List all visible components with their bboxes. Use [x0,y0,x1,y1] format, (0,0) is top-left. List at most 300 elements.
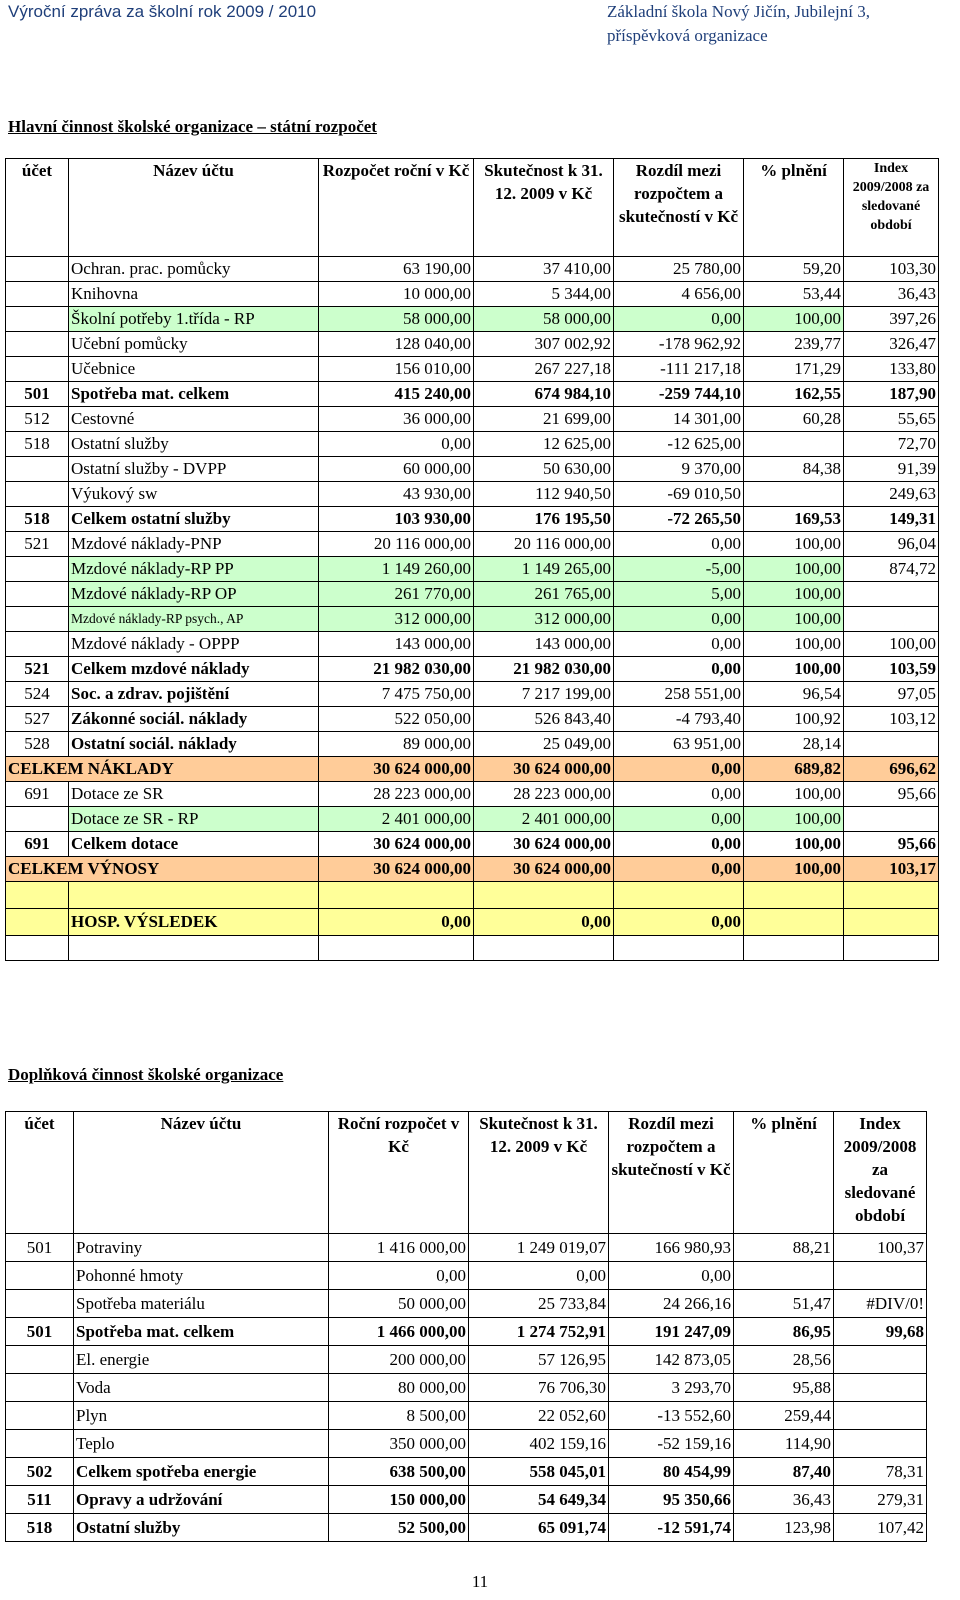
budget-cell: 80 000,00 [329,1374,469,1402]
table-row [6,757,939,782]
budget-cell: 58 000,00 [319,307,474,332]
difference-cell: -178 962,92 [614,332,744,357]
percent-cell [744,936,844,961]
actual-cell: 22 052,60 [469,1402,609,1430]
table-row [6,1486,927,1514]
index-cell: 249,63 [844,482,939,507]
percent-cell: 84,38 [744,457,844,482]
account-name-cell: Celkem mzdové náklady [69,657,319,682]
account-name-cell: Učebnice [69,357,319,382]
difference-cell: -111 217,18 [614,357,744,382]
actual-cell: 57 126,95 [469,1346,609,1374]
account-cell [6,1290,74,1318]
account-cell [6,1262,74,1290]
budget-cell: 10 000,00 [319,282,474,307]
actual-cell: 12 625,00 [474,432,614,457]
budget-cell: 415 240,00 [319,382,474,407]
index-cell [844,909,939,936]
budget-cell: 7 475 750,00 [319,682,474,707]
budget-cell: 522 050,00 [319,707,474,732]
budget-cell: 36 000,00 [319,407,474,432]
actual-cell: 1 249 019,07 [469,1234,609,1262]
account-name-cell: Spotřeba mat. celkem [74,1318,329,1346]
index-cell: 397,26 [844,307,939,332]
difference-cell: -52 159,16 [609,1430,734,1458]
table-row [6,507,939,532]
budget-cell: 1 416 000,00 [329,1234,469,1262]
index-cell: 103,30 [844,257,939,282]
account-cell: 527 [6,707,69,732]
budget-cell: 43 930,00 [319,482,474,507]
account-cell [6,257,69,282]
account-name-cell: Cestovné [69,407,319,432]
actual-cell: 30 624 000,00 [474,757,614,782]
account-name-cell: Plyn [74,1402,329,1430]
budget-cell: 50 000,00 [329,1290,469,1318]
percent-cell: 100,00 [744,657,844,682]
account-name-cell: Mzdové náklady - OPPP [69,632,319,657]
percent-cell: 28,14 [744,732,844,757]
report-title: Výroční zpráva za školní rok 2009 / 2010 [8,2,317,21]
account-name-cell: Ostatní služby [69,432,319,457]
account-name-cell: Ostatní služby [74,1514,329,1542]
percent-cell: 162,55 [744,382,844,407]
account-cell [6,1430,74,1458]
col-header-index: Index 2009/2008 za sledované období [834,1112,927,1234]
index-cell: 36,43 [844,282,939,307]
budget-cell: 103 930,00 [319,507,474,532]
actual-cell: 1 149 265,00 [474,557,614,582]
index-cell: 78,31 [834,1458,927,1486]
col-header-name: Název účtu [74,1112,329,1234]
actual-cell: 267 227,18 [474,357,614,382]
table-row [6,832,939,857]
table-row [6,1402,927,1430]
actual-cell: 176 195,50 [474,507,614,532]
table-row [6,432,939,457]
table-row [6,1374,927,1402]
table-row [6,307,939,332]
index-cell: 279,31 [834,1486,927,1514]
actual-cell: 312 000,00 [474,607,614,632]
difference-cell: -72 265,50 [614,507,744,532]
percent-cell [734,1262,834,1290]
percent-cell: 53,44 [744,282,844,307]
table-row [6,1262,927,1290]
budget-cell: 0,00 [329,1262,469,1290]
index-cell: 103,12 [844,707,939,732]
percent-cell: 87,40 [734,1458,834,1486]
difference-cell: 14 301,00 [614,407,744,432]
percent-cell: 36,43 [734,1486,834,1514]
actual-cell: 526 843,40 [474,707,614,732]
actual-cell: 674 984,10 [474,382,614,407]
table-row [6,1458,927,1486]
table-row [6,357,939,382]
account-name-cell: Zákonné sociál. náklady [69,707,319,732]
col-header-name: Název účtu [69,159,319,257]
table-row [6,1290,927,1318]
difference-cell: 166 980,93 [609,1234,734,1262]
account-name-cell: Pohonné hmoty [74,1262,329,1290]
difference-cell: 4 656,00 [614,282,744,307]
difference-cell: 0,00 [614,909,744,936]
difference-cell: 3 293,70 [609,1374,734,1402]
account-name-cell: Mzdové náklady-RP OP [69,582,319,607]
account-cell [6,457,69,482]
difference-cell: 5,00 [614,582,744,607]
col-header-budget: Rozpočet roční v Kč [319,159,474,257]
table-row [6,909,939,936]
account-name-cell: Školní potřeby 1.třída - RP [69,307,319,332]
budget-cell: 1 466 000,00 [329,1318,469,1346]
difference-cell: 24 266,16 [609,1290,734,1318]
percent-cell [744,482,844,507]
actual-cell: 402 159,16 [469,1430,609,1458]
budget-cell: 350 000,00 [329,1430,469,1458]
school-name-line1: Základní škola Nový Jičín, Jubilejní 3, [607,2,870,21]
supplementary-activity-table [5,1111,927,1542]
account-cell [6,557,69,582]
actual-cell: 0,00 [469,1262,609,1290]
actual-cell: 54 649,34 [469,1486,609,1514]
difference-cell: 258 551,00 [614,682,744,707]
table-row [6,582,939,607]
account-name-cell: Dotace ze SR - RP [69,807,319,832]
budget-cell: 8 500,00 [329,1402,469,1430]
index-cell [834,1430,927,1458]
account-name-cell: Mzdové náklady-RP PP [69,557,319,582]
account-cell: 501 [6,1234,74,1262]
account-name-cell: Opravy a udržování [74,1486,329,1514]
difference-cell: 0,00 [609,1262,734,1290]
budget-cell: 52 500,00 [329,1514,469,1542]
section2-title: Doplňková činnost školské organizace [8,1065,284,1084]
index-cell [834,1346,927,1374]
percent-cell: 95,88 [734,1374,834,1402]
table-row [6,732,939,757]
index-cell [834,1374,927,1402]
col-header-actual: Skutečnost k 31. 12. 2009 v Kč [474,159,614,257]
index-cell: 107,42 [834,1514,927,1542]
difference-cell [614,936,744,961]
index-cell: 91,39 [844,457,939,482]
percent-cell [744,432,844,457]
account-name-cell: Ostatní sociál. náklady [69,732,319,757]
index-cell [844,882,939,909]
account-cell: 501 [6,1318,74,1346]
table-row [6,1514,927,1542]
difference-cell: -13 552,60 [609,1402,734,1430]
actual-cell: 30 624 000,00 [474,857,614,882]
index-cell: 95,66 [844,782,939,807]
account-name-cell: Dotace ze SR [69,782,319,807]
col-header-difference: Rozdíl mezi rozpočtem a skutečností v Kč [614,159,744,257]
account-name-cell: Soc. a zdrav. pojištění [69,682,319,707]
actual-cell: 21 699,00 [474,407,614,432]
percent-cell: 114,90 [734,1430,834,1458]
difference-cell: 0,00 [614,757,744,782]
index-cell: 97,05 [844,682,939,707]
budget-cell: 0,00 [319,432,474,457]
actual-cell: 30 624 000,00 [474,832,614,857]
difference-cell: -12 625,00 [614,432,744,457]
account-name-cell: Celkem spotřeba energie [74,1458,329,1486]
index-cell [844,607,939,632]
index-cell: 96,04 [844,532,939,557]
index-cell: 103,17 [844,857,939,882]
index-cell: 103,59 [844,657,939,682]
budget-cell [319,936,474,961]
account-cell [6,357,69,382]
percent-cell: 239,77 [744,332,844,357]
difference-cell: 0,00 [614,857,744,882]
col-header-index: Index 2009/2008 za sledované období [844,159,939,257]
table-row [6,1234,927,1262]
table-row [6,332,939,357]
account-cell [6,632,69,657]
school-name [607,0,942,48]
actual-cell: 65 091,74 [469,1514,609,1542]
account-name-cell: Knihovna [69,282,319,307]
account-name-cell: Ostatní služby - DVPP [69,457,319,482]
budget-cell: 28 223 000,00 [319,782,474,807]
col-header-account: účet [6,159,69,257]
account-cell: 501 [6,382,69,407]
account-name-cell: Celkem dotace [69,832,319,857]
actual-cell: 112 940,50 [474,482,614,507]
percent-cell: 60,28 [744,407,844,432]
budget-cell: 128 040,00 [319,332,474,357]
difference-cell: 142 873,05 [609,1346,734,1374]
budget-cell: 30 624 000,00 [319,832,474,857]
main-activity-table [5,158,939,961]
account-name-cell: Spotřeba mat. celkem [69,382,319,407]
percent-cell: 169,53 [744,507,844,532]
account-cell [6,282,69,307]
difference-cell: 9 370,00 [614,457,744,482]
index-cell: 133,80 [844,357,939,382]
table-row [6,457,939,482]
account-cell [6,607,69,632]
budget-cell: 2 401 000,00 [319,807,474,832]
percent-cell: 689,82 [744,757,844,782]
difference-cell: 95 350,66 [609,1486,734,1514]
actual-cell: 28 223 000,00 [474,782,614,807]
budget-cell: 1 149 260,00 [319,557,474,582]
account-cell [6,807,69,832]
account-name-cell: Ochran. prac. pomůcky [69,257,319,282]
index-cell [844,732,939,757]
table-row [6,782,939,807]
account-name-cell: Mzdové náklady-PNP [69,532,319,557]
actual-cell: 37 410,00 [474,257,614,282]
account-cell: 518 [6,507,69,532]
account-cell: 511 [6,1486,74,1514]
index-cell [844,936,939,961]
account-cell [6,882,69,909]
table-row [6,936,939,961]
account-cell: 512 [6,407,69,432]
table-row [6,882,939,909]
percent-cell: 51,47 [734,1290,834,1318]
index-cell: 187,90 [844,382,939,407]
difference-cell: -259 744,10 [614,382,744,407]
index-cell: 95,66 [844,832,939,857]
account-name-cell: Mzdové náklady-RP psych., AP [69,607,319,632]
percent-cell: 100,00 [744,607,844,632]
account-name-cell [69,936,319,961]
budget-cell: 261 770,00 [319,582,474,607]
account-cell [6,482,69,507]
account-cell [6,1346,74,1374]
account-cell [6,936,69,961]
difference-cell: 80 454,99 [609,1458,734,1486]
table-row [6,1318,927,1346]
account-name-cell: Celkem ostatní služby [69,507,319,532]
account-cell: 502 [6,1458,74,1486]
budget-cell: 60 000,00 [319,457,474,482]
difference-cell: 63 951,00 [614,732,744,757]
percent-cell: 59,20 [744,257,844,282]
index-cell [834,1402,927,1430]
actual-cell: 2 401 000,00 [474,807,614,832]
account-name-cell: Spotřeba materiálu [74,1290,329,1318]
budget-cell: 143 000,00 [319,632,474,657]
account-cell [6,1374,74,1402]
percent-cell: 28,56 [734,1346,834,1374]
actual-cell: 143 000,00 [474,632,614,657]
account-name-cell: Voda [74,1374,329,1402]
table-row [6,382,939,407]
percent-cell [744,882,844,909]
table-row [6,682,939,707]
account-cell: 691 [6,832,69,857]
difference-cell: -12 591,74 [609,1514,734,1542]
index-cell: #DIV/0! [834,1290,927,1318]
actual-cell [474,882,614,909]
account-name-cell: Učební pomůcky [69,332,319,357]
actual-cell: 21 982 030,00 [474,657,614,682]
table-row [6,282,939,307]
difference-cell: -69 010,50 [614,482,744,507]
percent-cell: 100,00 [744,532,844,557]
budget-cell: 638 500,00 [329,1458,469,1486]
account-cell: 518 [6,432,69,457]
account-name-cell: Potraviny [74,1234,329,1262]
actual-cell: 558 045,01 [469,1458,609,1486]
percent-cell: 100,00 [744,632,844,657]
percent-cell: 100,00 [744,557,844,582]
budget-cell: 156 010,00 [319,357,474,382]
percent-cell: 88,21 [734,1234,834,1262]
account-name-cell: El. energie [74,1346,329,1374]
index-cell: 99,68 [834,1318,927,1346]
table-row [6,557,939,582]
budget-cell: 21 982 030,00 [319,657,474,682]
difference-cell: 0,00 [614,532,744,557]
percent-cell: 100,00 [744,857,844,882]
difference-cell: -4 793,40 [614,707,744,732]
actual-cell: 25 733,84 [469,1290,609,1318]
actual-cell: 25 049,00 [474,732,614,757]
table-row [6,807,939,832]
difference-cell: 191 247,09 [609,1318,734,1346]
table-row [6,407,939,432]
difference-cell: 0,00 [614,807,744,832]
account-name-cell: Teplo [74,1430,329,1458]
account-name-cell [69,882,319,909]
budget-cell: 150 000,00 [329,1486,469,1514]
percent-cell: 259,44 [734,1402,834,1430]
account-cell [6,909,69,936]
percent-cell [744,909,844,936]
table-row [6,707,939,732]
account-cell: 521 [6,657,69,682]
budget-cell: 30 624 000,00 [319,857,474,882]
difference-cell: 0,00 [614,307,744,332]
actual-cell [474,936,614,961]
actual-cell: 5 344,00 [474,282,614,307]
index-cell: 149,31 [844,507,939,532]
difference-cell: 0,00 [614,657,744,682]
col-header-percent: % plnění [734,1112,834,1234]
account-cell [6,1402,74,1430]
index-cell: 100,37 [834,1234,927,1262]
percent-cell: 86,95 [734,1318,834,1346]
index-cell [844,807,939,832]
budget-cell: 89 000,00 [319,732,474,757]
table-row [6,532,939,557]
col-header-budget: Roční rozpočet v Kč [329,1112,469,1234]
percent-cell: 100,92 [744,707,844,732]
difference-cell: 0,00 [614,632,744,657]
index-cell: 72,70 [844,432,939,457]
difference-cell: 0,00 [614,832,744,857]
budget-cell: 200 000,00 [329,1346,469,1374]
actual-cell: 1 274 752,91 [469,1318,609,1346]
actual-cell: 50 630,00 [474,457,614,482]
budget-cell [319,882,474,909]
index-cell: 100,00 [844,632,939,657]
index-cell: 874,72 [844,557,939,582]
index-cell [834,1262,927,1290]
percent-cell: 100,00 [744,782,844,807]
percent-cell: 96,54 [744,682,844,707]
index-cell: 55,65 [844,407,939,432]
col-header-percent: % plnění [744,159,844,257]
account-cell: 528 [6,732,69,757]
budget-cell: 30 624 000,00 [319,757,474,782]
percent-cell: 100,00 [744,582,844,607]
account-cell: CELKEM VÝNOSY [6,857,319,882]
account-cell: 524 [6,682,69,707]
difference-cell: 25 780,00 [614,257,744,282]
budget-cell: 63 190,00 [319,257,474,282]
account-cell [6,332,69,357]
actual-cell: 261 765,00 [474,582,614,607]
budget-cell: 0,00 [319,909,474,936]
account-cell: CELKEM NÁKLADY [6,757,319,782]
col-header-account: účet [6,1112,74,1234]
index-cell [844,582,939,607]
percent-cell: 100,00 [744,807,844,832]
actual-cell: 76 706,30 [469,1374,609,1402]
actual-cell: 20 116 000,00 [474,532,614,557]
table-row [6,607,939,632]
table-row [6,1346,927,1374]
table-row [6,857,939,882]
